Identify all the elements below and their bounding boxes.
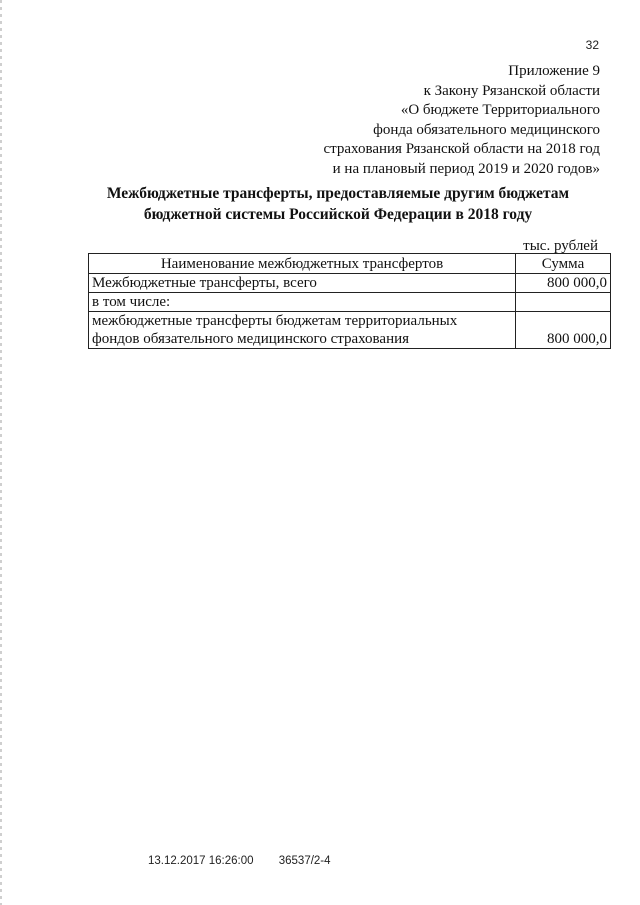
row-name: в том числе: (89, 293, 516, 312)
table-row (89, 293, 611, 312)
appendix-line: и на плановый период 2019 и 2020 годов» (332, 160, 600, 177)
document-title-line: Межбюджетные трансферты, предоставляемые другим бюджетам (106, 185, 570, 202)
row-sum: 800 000,0 (516, 312, 611, 349)
appendix-line: страхования Рязанской области на 2018 год (323, 141, 600, 157)
table-row (89, 274, 611, 293)
appendix-line: к Закону Рязанской области (423, 82, 600, 99)
row-sum: 800 000,0 (516, 274, 611, 293)
row-sum (516, 293, 611, 312)
appendix-line: «О бюджете Территориального (400, 102, 600, 118)
transfers-table (88, 253, 611, 349)
appendix-line: фонда обязательного медицинского (373, 121, 600, 138)
scan-edge-marks (0, 0, 2, 905)
column-header-name: Наименование межбюджетных трансфертов (89, 254, 516, 274)
table-header-row (89, 254, 611, 274)
row-name (89, 312, 516, 349)
table-row (89, 312, 611, 349)
row-name: Межбюджетные трансферты, всего (89, 274, 516, 293)
footer-doc-code: 36537/2-4 (278, 855, 331, 867)
row-name-line: фондов обязательного медицинского страхования (92, 331, 410, 347)
column-header-sum: Сумма (516, 254, 611, 274)
footer-stamp (148, 855, 331, 867)
document-title (60, 183, 616, 225)
row-name-line: межбюджетные трансферты бюджетам территориальных (92, 313, 458, 329)
footer-timestamp: 13.12.2017 16:26:00 (148, 855, 254, 867)
page-number: 32 (585, 38, 599, 52)
units-label: тыс. рублей (523, 238, 598, 254)
document-title-line: бюджетной системы Российской Федерации в 2018 году (143, 206, 533, 223)
appendix-header (240, 62, 600, 179)
appendix-line: Приложение 9 (508, 63, 600, 79)
